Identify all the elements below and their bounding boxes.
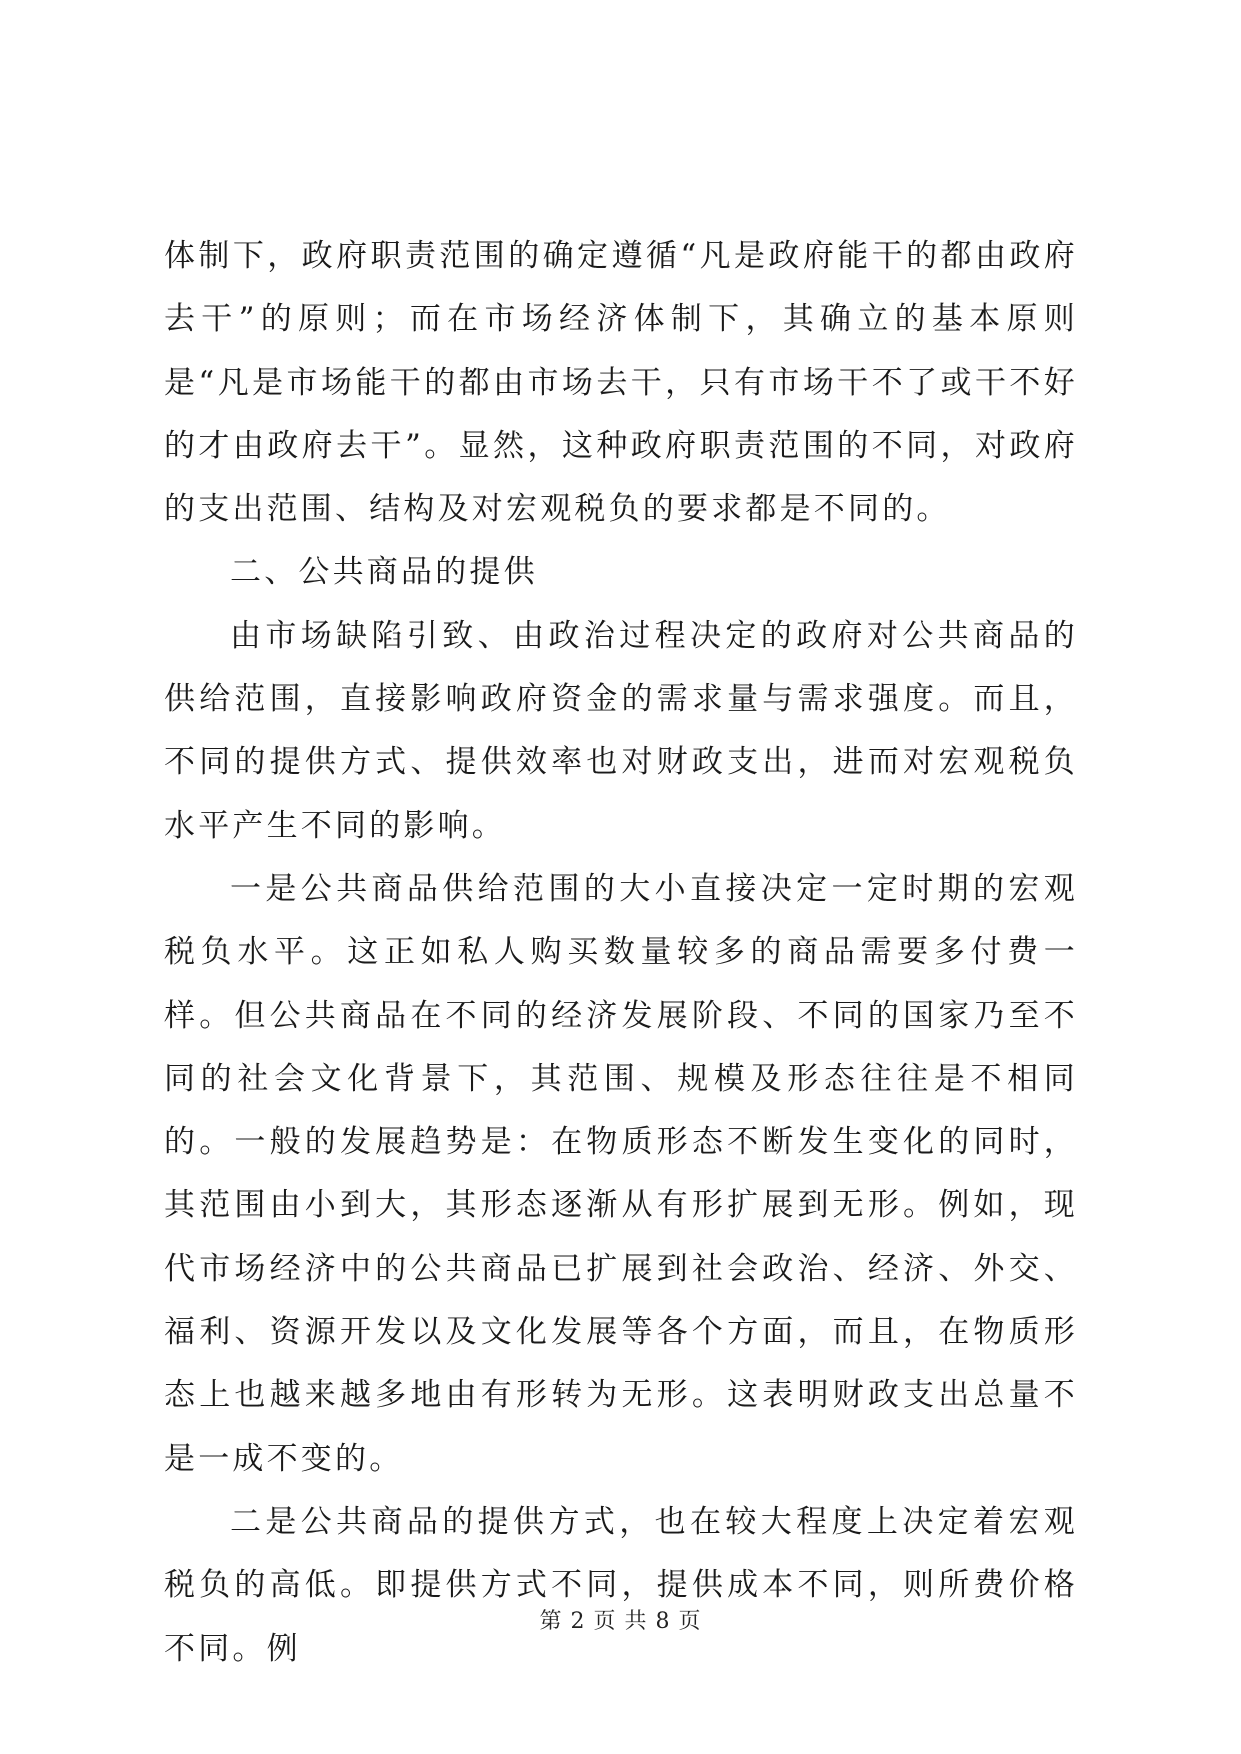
paragraph-1: 体制下，政府职责范围的确定遵循“凡是政府能干的都由政府去干”的原则；而在市场经济体制下，其确立的基本原则是“凡是市场能干的都由市场去干，只有市场干不了或干不好的才由政府去干”。显然，这种政府职责范围的不同，对政府的支出范围、结构及对宏观税负的要求都是不同的。 (164, 238, 1078, 528)
page-number-label: 第 2 页 共 8 页 (539, 1609, 702, 1634)
page-footer (0, 1604, 1241, 1635)
paragraph-3: 一是公共商品供给范围的大小直接决定一定时期的宏观税负水平。这正如私人购买数量较多的商品需要多付费一样。但公共商品在不同的经济发展阶段、不同的国家乃至不同的社会文化背景下，其范围、规模及形态往往是不相同的。一般的发展趋势是：在物质形态不断发生变化的同时，其范围由小到大，其形态逐渐从有形扩展到无形。例如，现代市场经济中的公共商品已扩展到社会政治、经济、外交、福利、资源开发以及文化发展等各个方面，而且，在物质形态上也越来越多地由有形转为无形。这表明财政支出总量不是一成不变的。 (164, 870, 1078, 1477)
body-text (164, 225, 1078, 1681)
paragraph-4: 二是公共商品的提供方式，也在较大程度上决定着宏观税负的高低。即提供方式不同，提供成本不同，则所费价格不同。例 (164, 1503, 1078, 1667)
section-heading: 二、公共商品的提供 (230, 554, 538, 591)
paragraph-2: 由市场缺陷引致、由政治过程决定的政府对公共商品的供给范围，直接影响政府资金的需求量与需求强度。而且，不同的提供方式、提供效率也对财政支出，进而对宏观税负水平产生不同的影响。 (164, 617, 1078, 844)
